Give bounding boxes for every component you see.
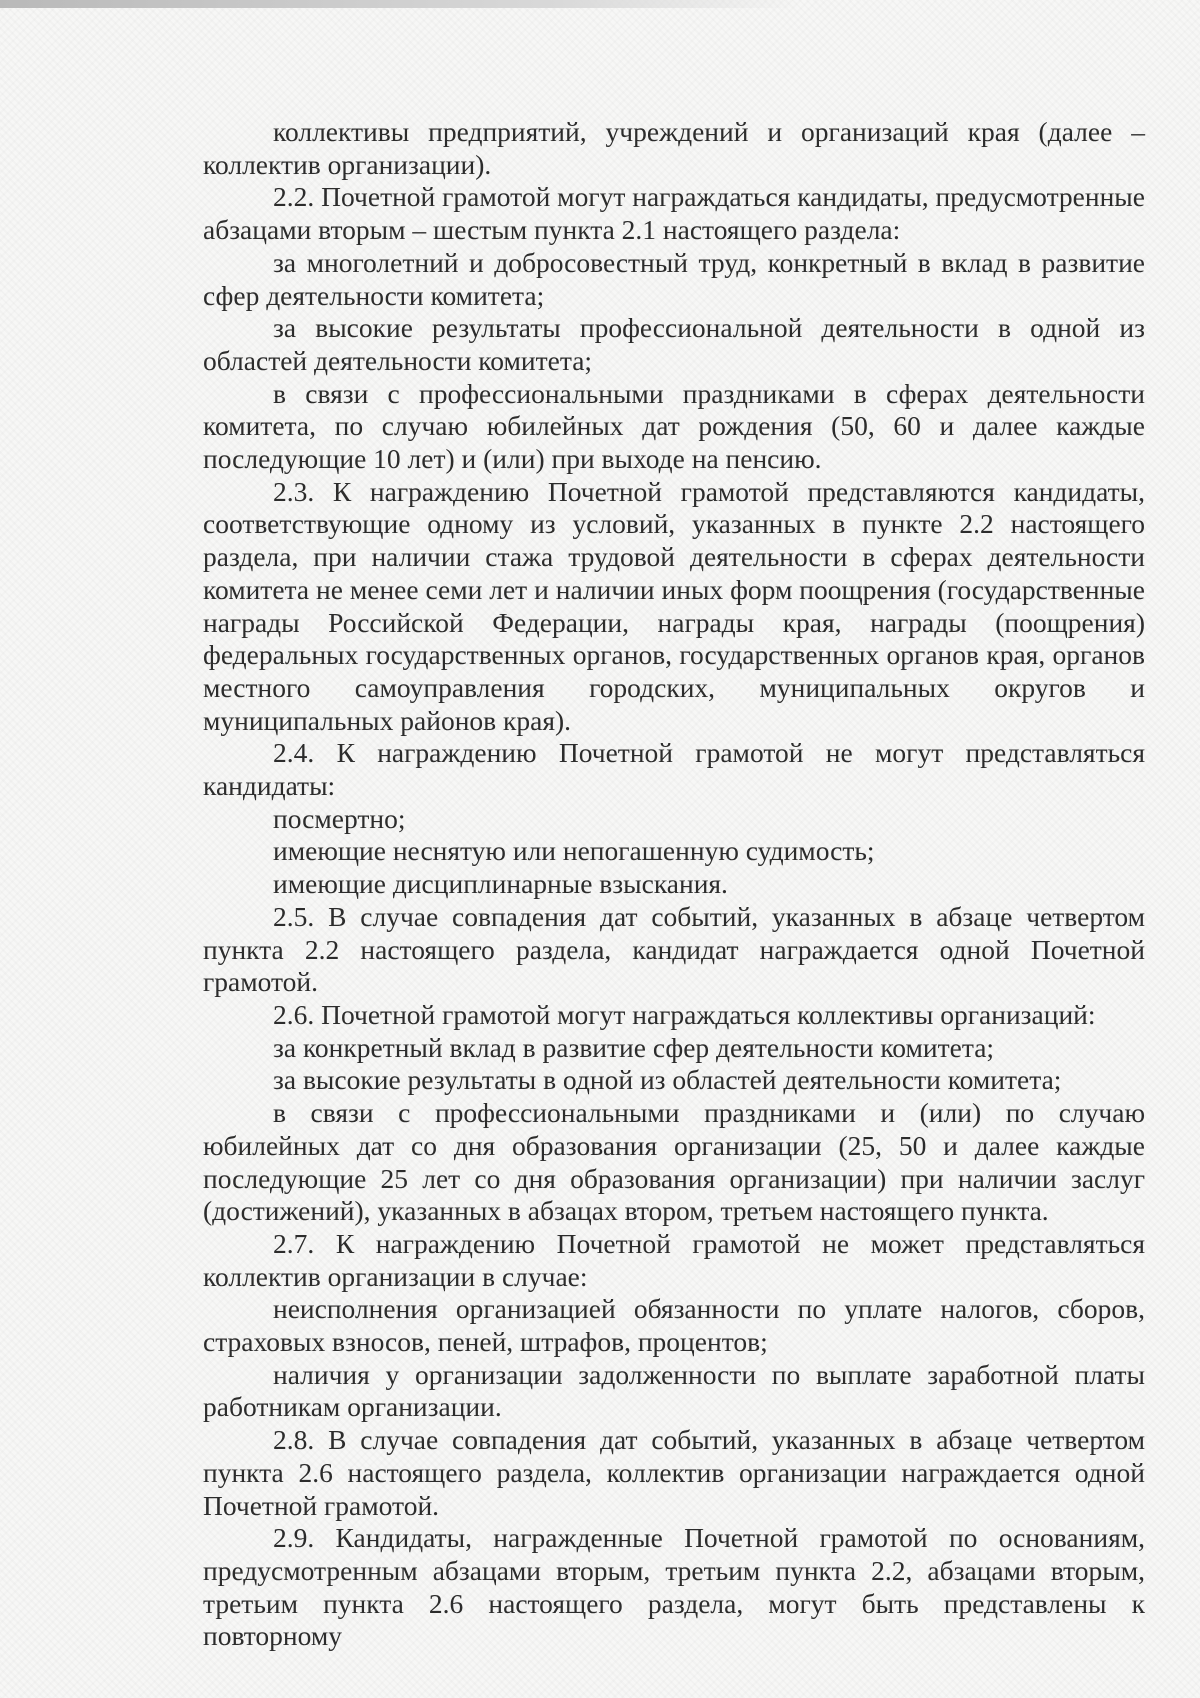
document-paragraph: 2.4. К награждению Почетной грамотой не могут представляться кандидаты: [203, 737, 1145, 802]
document-paragraph: 2.8. В случае совпадения дат событий, указанных в абзаце четвертом пункта 2.6 настоящего раздела, коллектив организации награждается одной Почетной грамотой. [203, 1424, 1145, 1521]
document-paragraph: наличия у организации задолженности по выплате заработной платы работникам организации. [203, 1358, 1145, 1423]
document-paragraph: за многолетний и добросовестный труд, конкретный в вклад в развитие сфер деятельности комитета; [203, 246, 1145, 311]
document-paragraph: за высокие результаты в одной из областей деятельности комитета; [273, 1064, 1062, 1096]
document-body [203, 116, 1145, 1653]
document-paragraph: имеющие дисциплинарные взыскания. [273, 868, 728, 900]
document-paragraph: за высокие результаты профессиональной деятельности в одной из областей деятельности комитета; [203, 312, 1145, 376]
document-paragraph: неисполнения организацией обязанности по уплате налогов, сборов, страховых взносов, пеней, штрафов, процентов; [203, 1293, 1145, 1358]
document-paragraph: 2.7. К награждению Почетной грамотой не может представляться коллектив организации в случае: [203, 1227, 1145, 1292]
document-paragraph: в связи с профессиональными праздниками и (или) по случаю юбилейных дат со дня образования организации (25, 50 и далее каждые последующие 25 лет со дня образования организации) при наличии заслуг (достижений), указанных в абзацах втором, третьем настоящего пункта. [203, 1097, 1145, 1227]
document-paragraph: коллективы предприятий, учреждений и организаций края (далее – коллектив организации). [203, 116, 1145, 180]
scan-edge-shadow [0, 0, 800, 8]
document-paragraph: посмертно; [273, 802, 406, 834]
document-paragraph: 2.6. Почетной грамотой могут награждаться коллективы организаций: [273, 998, 1096, 1030]
document-paragraph: 2.5. В случае совпадения дат событий, указанных в абзаце четвертом пункта 2.2 настоящего раздела, кандидат награждается одной Почетной грамотой. [203, 900, 1145, 998]
document-paragraph: за конкретный вклад в развитие сфер деятельности комитета; [273, 1031, 995, 1063]
document-paragraph: имеющие неснятую или непогашенную судимость; [273, 835, 875, 867]
document-paragraph: 2.2. Почетной грамотой могут награждаться кандидаты, предусмотренные абзацами вторым – шестым пункта 2.1 настоящего раздела: [203, 181, 1145, 246]
document-paragraph: в связи с профессиональными праздниками в сферах деятельности комитета, по случаю юбилейных дат рождения (50, 60 и далее каждые последующие 10 лет) и (или) при выходе на пенсию. [203, 377, 1145, 475]
document-paragraph: 2.9. Кандидаты, награжденные Почетной грамотой по основаниям, предусмотренным абзацами вторым, третьим пункта 2.2, абзацами вторым, третьим пункта 2.6 настоящего раздела, могут быть представлены к повторному [203, 1522, 1145, 1652]
document-paragraph: 2.3. К награждению Почетной грамотой представляются кандидаты, соответствующие одному из условий, указанных в пункте 2.2 настоящего раздела, при наличии стажа трудовой деятельности в сферах деятельности комитета не менее семи лет и наличии иных форм поощрения (государственные награды Российской Федерации, награды края, награды (поощрения) федеральных государственных органов, государственных органов края, органов местного самоуправления городских, муниципальных округов и муниципальных районов края). [203, 475, 1145, 736]
